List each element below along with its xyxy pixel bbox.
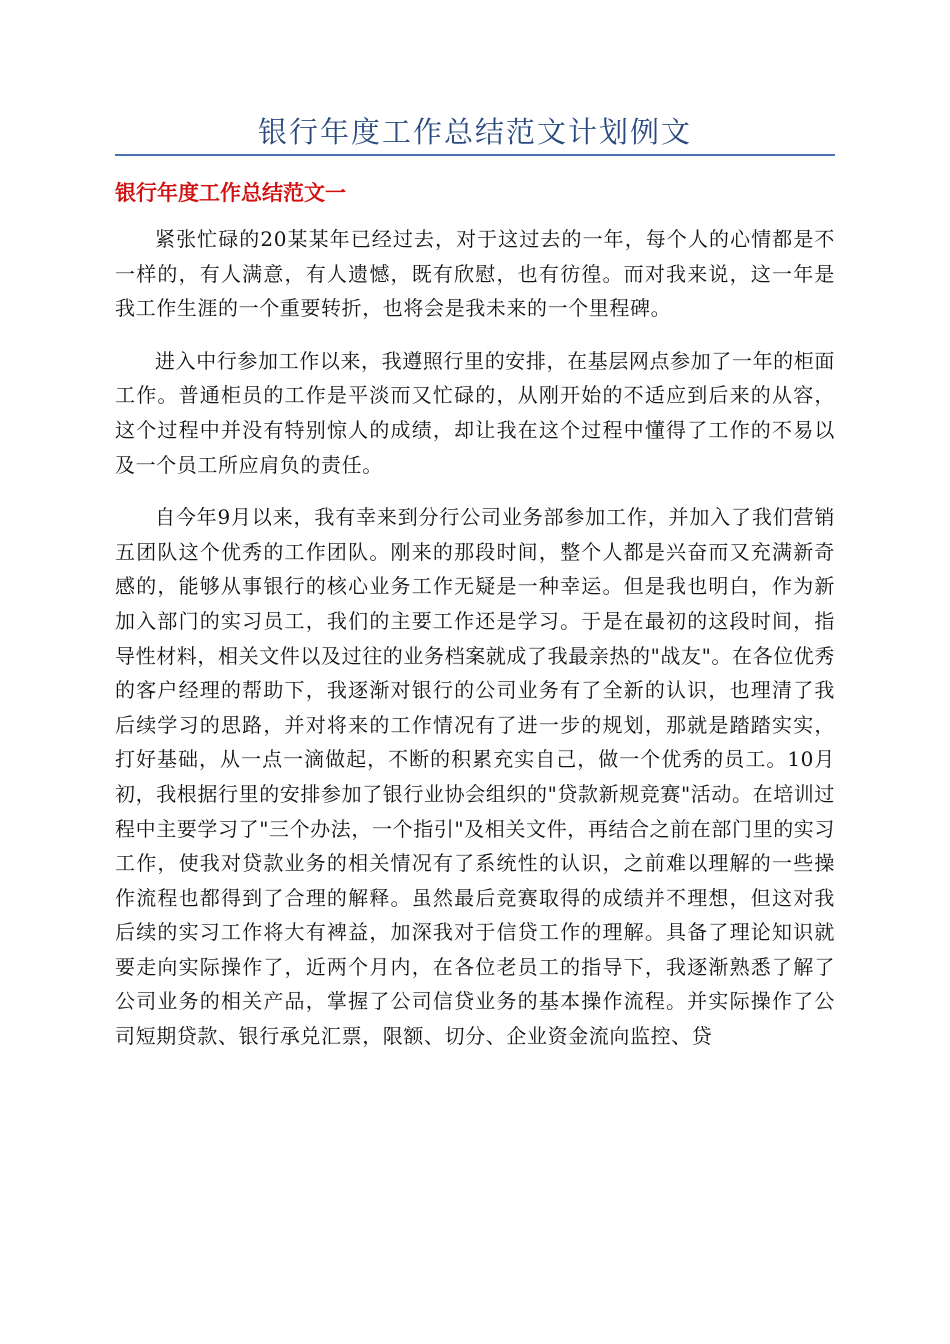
paragraph-2: 进入中行参加工作以来，我遵照行里的安排，在基层网点参加了一年的柜面工作。普通柜员的工作是平淡而又忙碌的，从刚开始的不适应到后来的从容，这个过程中并没有特别惊人的成绩，却让我在这个过程中懂得了工作的不易以及一个员工所应肩负的责任。 [115, 348, 835, 477]
paragraph-3: 自今年9月以来，我有幸来到分行公司业务部参加工作，并加入了我们营销五团队这个优秀的工作团队。刚来的那段时间，整个人都是兴奋而又充满新奇感的，能够从事银行的核心业务工作无疑是一种幸运。但是我也明白，作为新加入部门的实习员工，我们的主要工作还是学习。于是在最初的这段时间，指导性材料，相关文件以及过往的业务档案就成了我最亲热的"战友"。在各位优秀的客户经理的帮助下，我逐渐对银行的公司业务有了全新的认识，也理清了我后续学习的思路，并对将来的工作情况有了进一步的规划，那就是踏踏实实，打好基础，从一点一滴做起，不断的积累充实自己，做一个优秀的员工。10月初，我根据行里的安排参加了银行业协会组织的"贷款新规竞赛"活动。在培训过程中主要学习了"三个办法，一个指引"及相关文件，再结合之前在部门里的实习工作，使我对贷款业务的相关情况有了系统性的认识，之前难以理解的一些操作流程也都得到了合理的解释。虽然最后竞赛取得的成绩并不理想，但这对我后续的实习工作将大有裨益，加深我对于信贷工作的理解。具备了理论知识就要走向实际操作了，近两个月内，在各位老员工的指导下，我逐渐熟悉了解了公司业务的相关产品，掌握了公司信贷业务的基本操作流程。并实际操作了公司短期贷款、银行承兑汇票，限额、切分、企业资金流向监控、贷 [115, 505, 835, 1049]
body-text [115, 222, 835, 1054]
title-divider [115, 154, 835, 156]
section-heading: 银行年度工作总结范文一 [115, 181, 346, 205]
document-title: 银行年度工作总结范文计划例文 [257, 115, 692, 149]
paragraph-1: 紧张忙碌的20某某年已经过去，对于这过去的一年，每个人的心情都是不一样的，有人满意，有人遗憾，既有欣慰，也有彷徨。而对我来说，这一年是我工作生涯的一个重要转折，也将会是我未来的一个里程碑。 [115, 227, 835, 321]
